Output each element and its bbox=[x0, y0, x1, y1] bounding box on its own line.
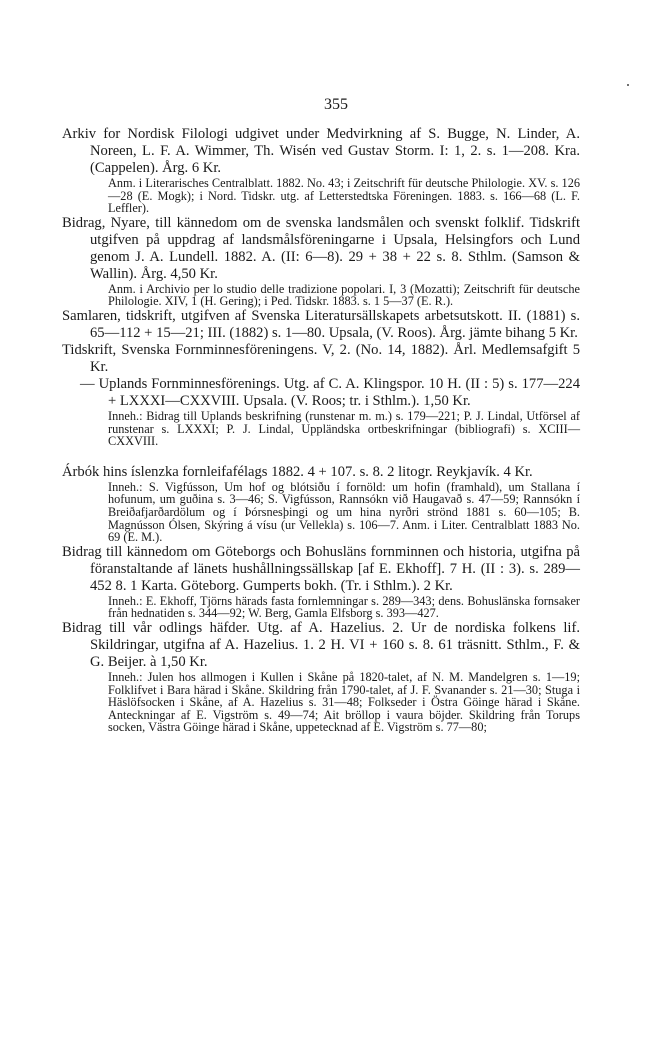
section-gap bbox=[62, 448, 580, 464]
entry-uplands-fornminnes: — Uplands Fornminnesförenings. Utg. af C. A. Klingspor. 10 H. (II : 5) s. 177—224 + LXXXI—CXXVIII. Upsala. (V. Roos; tr. i Sthlm.). 1,50 Kr. bbox=[80, 375, 580, 409]
entry-samlaren: Samlaren, tidskrift, utgifven af Svenska Literatursällskapets arbetsutskott. II. (1881) s. 65—112 + 15—21; III. (1882) s. 1—80. Upsala, (V. Roos). Årg. jämte bihang 5 Kr. bbox=[62, 307, 580, 341]
entry-bidrag-goteborg: Bidrag till kännedom om Göteborgs och Bohusläns fornminnen och historia, utgifna på föranstaltande af länets hushållningssällskap [af E. Ekhoff]. 7 H. (II : 3). s. 289—452 8. 1 Karta. Göteborg. Gumperts bokh. (Tr. i Sthlm.). 2 Kr. bbox=[62, 543, 580, 594]
entry-arkiv-nordisk-filologi: Arkiv for Nordisk Filologi udgivet under Medvirkning af S. Bugge, N. Linder, A. Noreen, L. F. A. Wimmer, Th. Wisén ved Gustav Storm. I: 1, 2. s. 1—208. Kra. (Cappelen). Årg. 6 Kr. bbox=[62, 126, 580, 176]
entry-note: Inneh.: Bidrag till Uplands beskrifning (runstenar m. m.) s. 179—221; P. J. Lindal, Utförsel af runstenar s. LXXXI; P. J. Lindal, Uppländska ortbeskrifningar (bibliografi) s. XCIII—CXXVIII. bbox=[108, 408, 580, 449]
entry-bidrag-landsmalen: Bidrag, Nyare, till kännedom om de svenska landsmålen och svenskt folklif. Tidskrift utgifven på uppdrag af landsmålsföreningarne i Upsala, Helsingfors och Lund genom J. A. Lundell. 1882. A. (II: 6—8). 29 + 38 + 22 s. 8. Sthlm. (Samson & Wallin). Årg. 4,50 Kr. bbox=[62, 214, 580, 282]
entry-bidrag-odlings-hafder: Bidrag till vår odlings häfder. Utg. af A. Hazelius. 2. Ur de nordiska folkens lif. Skildringar, utgifna af A. Hazelius. 1. 2 H. VI + 160 s. 8. 61 träsnitt. Sthlm., F. & G. Beijer. à 1,50 Kr. bbox=[62, 619, 580, 670]
entry-tidskrift-fornminnes: Tidskrift, Svenska Fornminnesföreningens. V, 2. (No. 14, 1882). Årl. Medlemsafgift 5 Kr. bbox=[62, 341, 580, 375]
bibliography-list bbox=[62, 126, 580, 734]
ink-speck bbox=[627, 84, 629, 86]
entry-note: Inneh.: S. Vigfússon, Um hof og blótsiðu í fornöld: um hofin (framhald), um Stallana í hofunum, um guðina s. 3—46; S. Vigfússon, Rannsókn við Haugavað s. 47—59; Rannsókn í Breiðafjarðardölum og í Þórsnesþingi og um hina nyrðri strönd 1881 s. 60—105; B. Magnússon Ólsen, Skýring á vísu (ur Vellekla) s. 106—7. Anm. i Liter. Centralblatt 1883 No. 69 (E. M.). bbox=[108, 479, 580, 545]
entry-note: Anm. i Literarisches Centralblatt. 1882. No. 43; i Zeitschrift für deutsche Philologie. XV. s. 126—28 (E. Mogk); i Nord. Tidskr. utg. af Letterstedtska Föreningen. 1883. s. 166—68 (L. F. Leffler). bbox=[108, 176, 580, 216]
entry-arbok-fornleifafelags: Árbók hins íslenzka fornleifafélags 1882. 4 + 107. s. 8. 2 litogr. Reykjavík. 4 Kr. bbox=[62, 463, 533, 480]
entry-note: Inneh.: E. Ekhoff, Tjörns härads fasta fornlemningar s. 289—343; dens. Bohuslänska fornsaker från hednatiden s. 344—92; W. Berg, Gamla Elfsborg s. 393—427. bbox=[108, 593, 580, 621]
entry-note: Inneh.: Julen hos allmogen i Kullen i Skåne på 1820-talet, af N. M. Mandelgren s. 1—19; Folklifvet i Bara härad i Skåne. Skildring från 1790-talet, af J. F. Svanander s. 21—30; Stuga i Häslöfsocken i Skåne, af A. Hazelius s. 31—48; Folkseder i Östra Göinge härad i Skåne. Anteckningar af E. Vigström s. 49—74; Ait bröllop i vaura böjder. Skildring från Torups socken, Västra Göinge härad i Skåne, uppetecknad af E. Vigström s. 77—80; bbox=[108, 669, 580, 735]
entry-note: Anm. i Archivio per lo studio delle tradizione popolari. I, 3 (Mozatti); Zeitschrift für deutsche Philologie. XIV, 1 (H. Gering); i Ped. Tidskr. 1883. s. 1 5—37 (E. R.). bbox=[108, 281, 580, 309]
page-number: 355 bbox=[324, 96, 348, 113]
